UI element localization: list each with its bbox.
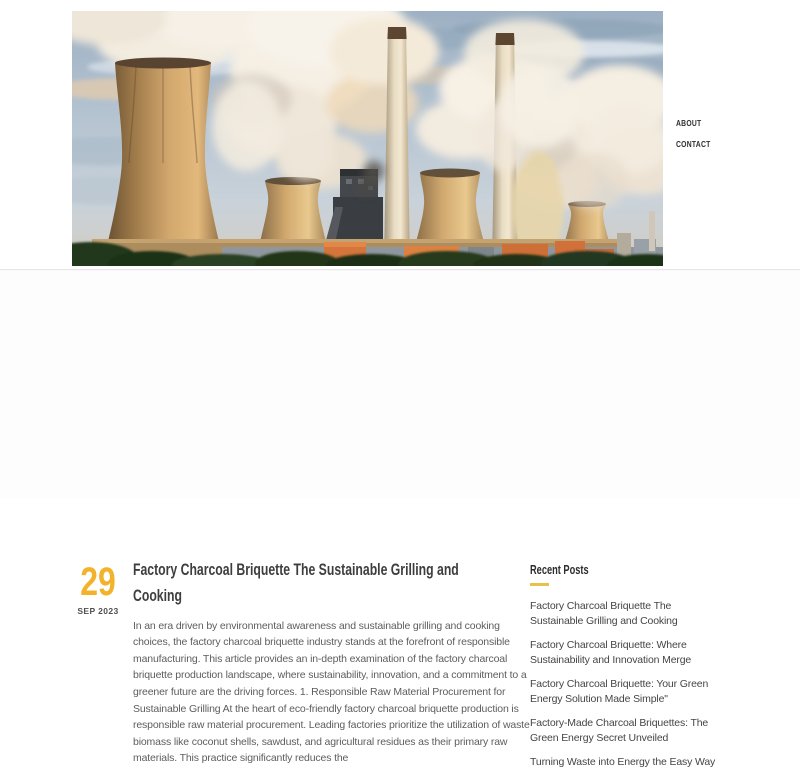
article-body: In an era driven by environmental awareness and sustainable grilling and cooking choices, the factory charcoal briquette industry stands at the forefront of responsible manufacturing. This article provides an in-depth examination of the factory charcoal briquette production landscape, where sustainability, innovation, and a commitment to a greener future are the driving forces. 1. Responsible Raw Material Procurement for Sustainable Grilling At the heart of eco-friendly factory charcoal briquette production is responsible raw material procurement. Leading factories prioritize the utilization of waste biomass like coconut shells, sawdust, and agricultural residues as their primary raw materials. This practice significantly reduces the — [133, 619, 530, 765]
power-plant-illustration — [72, 11, 663, 266]
recent-post-link[interactable]: Factory Charcoal Briquette The Sustainable Grilling and Cooking — [530, 600, 678, 627]
chimney-right-cap — [495, 33, 514, 45]
hero-image — [72, 11, 663, 266]
recent-posts-sidebar — [530, 563, 726, 779]
chimney-left-cap — [387, 27, 406, 39]
recent-post-link[interactable]: Turning Waste into Energy the Easy Way — [530, 756, 716, 768]
header-nav — [676, 119, 717, 161]
recent-post-link[interactable]: Factory Charcoal Briquette: Where Sustainability and Innovation Merge — [530, 639, 692, 666]
article-title[interactable]: Factory Charcoal Briquette The Sustainable Grilling and Cooking — [133, 560, 459, 605]
nav-item-about[interactable]: ABOUT — [676, 119, 702, 128]
site-header — [0, 0, 800, 270]
heading-underline — [530, 583, 549, 586]
nav-item-contact[interactable]: CONTACT — [676, 140, 711, 149]
post-date-monthyear: SEP 2023 — [77, 606, 119, 616]
post-date-badge — [72, 561, 124, 616]
recent-post-link[interactable]: Factory Charcoal Briquette: Your Green Energy Solution Made Simple" — [530, 678, 709, 705]
content-section — [0, 271, 800, 768]
recent-post-link[interactable]: Factory-Made Charcoal Briquettes: The Green Energy Secret Unveiled — [530, 717, 709, 744]
recent-posts-heading: Recent Posts — [530, 563, 589, 577]
post-date-day: 29 — [80, 560, 116, 604]
article — [133, 557, 533, 767]
recent-posts-list — [530, 599, 726, 770]
chimney-left — [384, 27, 410, 266]
